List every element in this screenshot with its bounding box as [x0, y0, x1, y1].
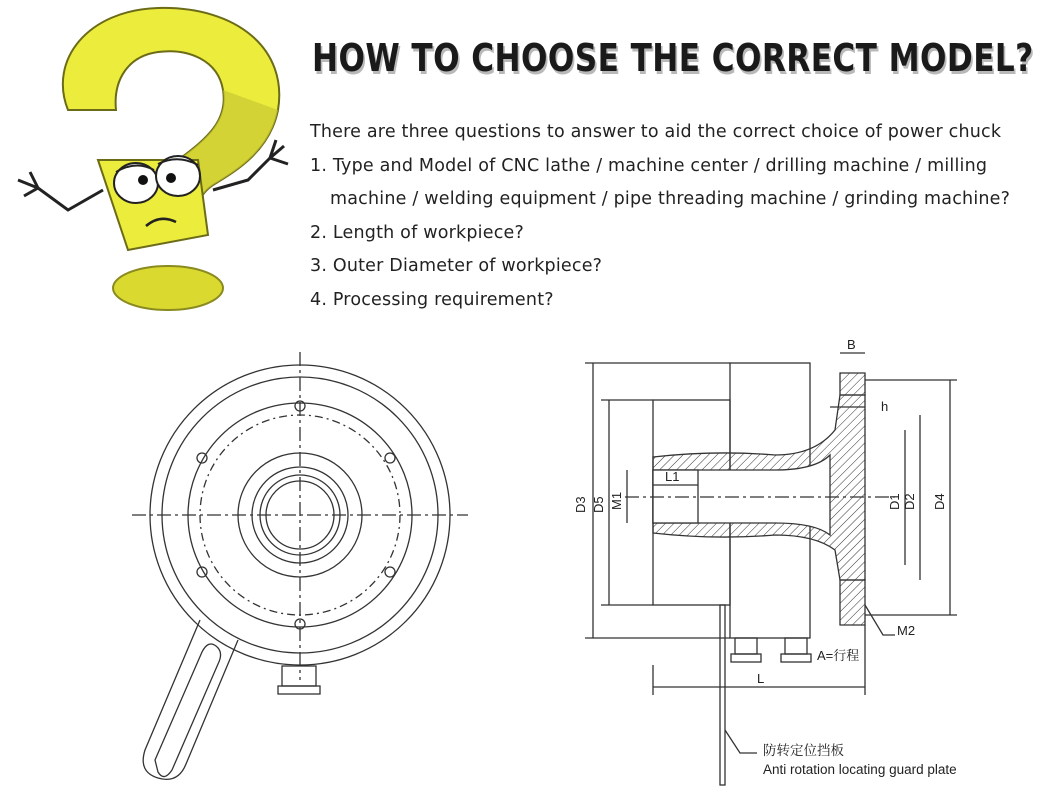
question-mark-mascot	[8, 0, 298, 330]
label-M1: M1	[609, 491, 624, 510]
question-2: 2. Length of workpiece?	[310, 223, 524, 243]
label-D3: D3	[573, 496, 588, 513]
question-1-line-1: 1. Type and Model of CNC lathe / machine center / drilling machine / milling	[310, 156, 988, 176]
label-A: A=行程	[817, 648, 860, 663]
label-L: L	[757, 671, 765, 686]
front-view-drawing	[120, 340, 500, 800]
label-D2: D2	[902, 493, 917, 510]
label-L1: L1	[665, 469, 680, 484]
label-D5: D5	[591, 496, 606, 513]
label-B: B	[847, 337, 856, 352]
note-chinese: 防转定位挡板	[763, 743, 844, 758]
question-3: 3. Outer Diameter of workpiece?	[310, 256, 603, 276]
label-D1: D1	[887, 493, 902, 510]
page-title: HOW TO CHOOSE THE CORRECT MODEL?	[312, 36, 1034, 80]
question-4: 4. Processing requirement?	[310, 290, 554, 310]
questions-intro: There are three questions to answer to aid the correct choice of power chuck	[310, 122, 1002, 142]
label-M2: M2	[897, 623, 916, 638]
side-section-drawing	[565, 335, 1061, 800]
label-h: h	[881, 399, 889, 414]
label-D4: D4	[932, 493, 947, 510]
note-english: Anti rotation locating guard plate	[763, 762, 957, 777]
question-1-line-2: machine / welding equipment / pipe threading machine / grinding machine?	[330, 189, 1011, 209]
